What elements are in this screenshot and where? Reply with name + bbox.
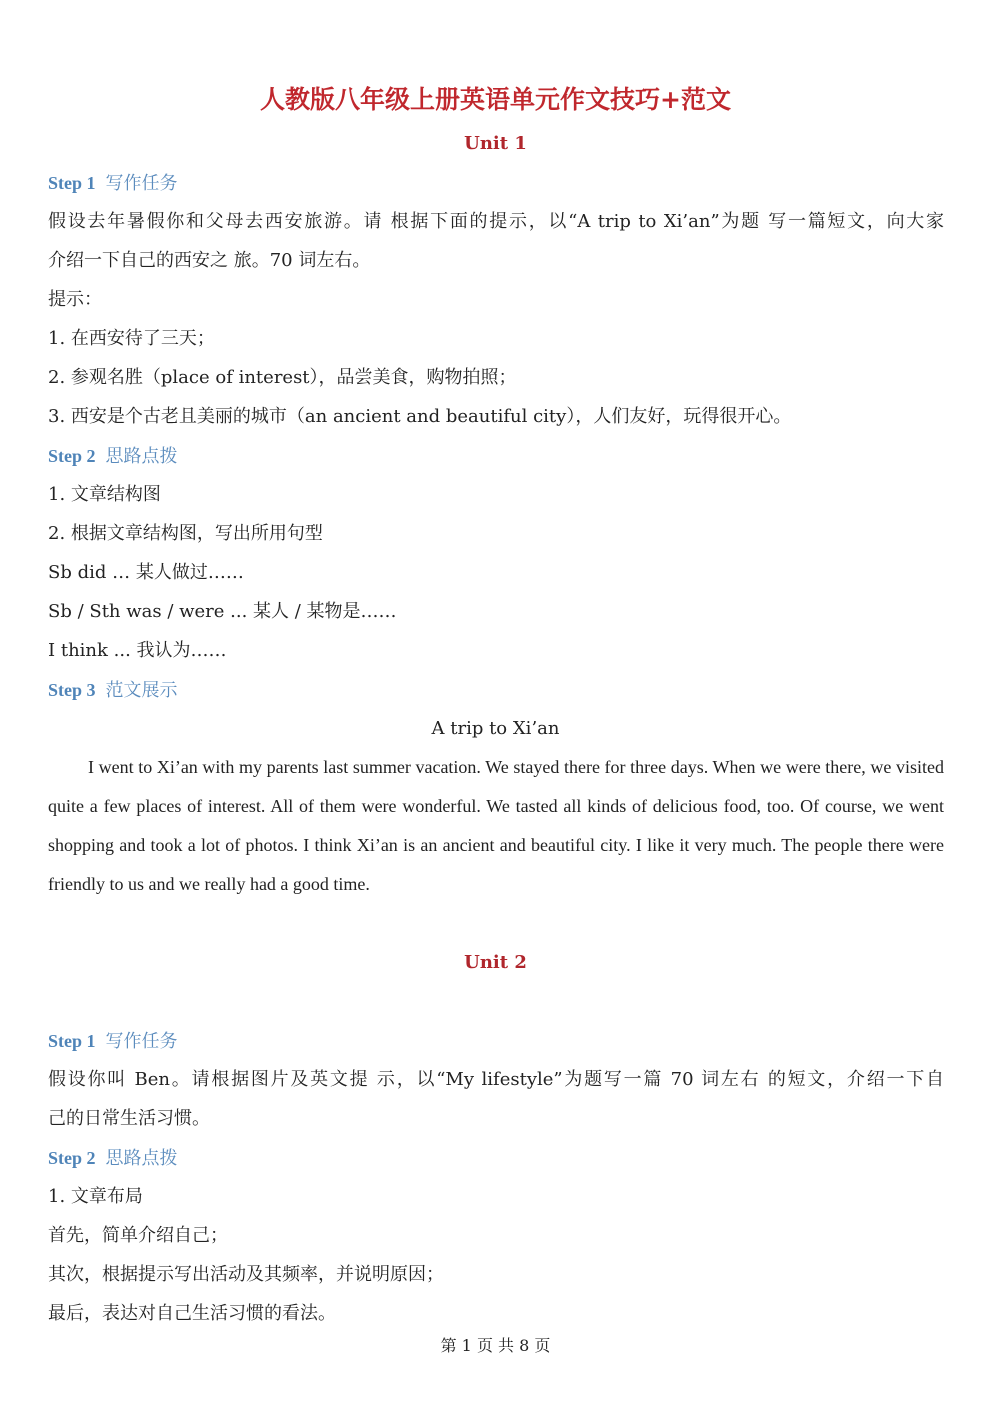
unit2-step2-item: 其次，根据提示写出活动及其频率，并说明原因； <box>48 1264 444 1285</box>
unit1-hint-item: 2. 参观名胜（place of interest），品尝美食，购物拍照； <box>48 367 517 388</box>
step-label: Step 3 <box>48 680 96 700</box>
unit2-task-line: 假设你叫 Ben。请根据图片及英文提 示，以“My lifestyle”为题写一篇 70 词左右 的短文，介绍一下自 <box>48 1069 944 1090</box>
step-label: Step 1 <box>48 1031 96 1051</box>
step-label: Step 1 <box>48 173 96 193</box>
unit1-step2-item: 2. 根据文章结构图，写出所用句型 <box>48 523 323 544</box>
unit2-step2-item: 首先，简单介绍自己； <box>48 1225 228 1246</box>
unit1-task-line: 介绍一下自己的西安之 旅。70 词左右。 <box>48 250 371 271</box>
unit1-step2-item: 1. 文章结构图 <box>48 484 161 505</box>
unit1-step1-heading <box>48 172 944 195</box>
unit2-step2-heading <box>48 1147 944 1170</box>
essay-body: I went to Xi’an with my parents last summer vacation. We stayed there for three days. When we were there, we visited quite a few places of interest. All of them were wonderful. We tasted all kinds of delicious food, too. Of course, we went shopping and took a lot of photos. I think Xi’an is an ancient and beautiful city. I like it very much. The people there were friendly to us and we really had a good time. <box>48 757 944 894</box>
unit2-heading: Unit 2 <box>464 952 527 973</box>
unit2-step2-item: 最后，表达对自己生活习惯的看法。 <box>48 1303 336 1324</box>
unit1-hint-label: 提示： <box>48 289 102 310</box>
step-title: 写作任务 <box>105 1031 178 1052</box>
unit2-task-line: 己的日常生活习惯。 <box>48 1108 210 1129</box>
unit1-heading: Unit 1 <box>464 133 527 154</box>
step-label: Step 2 <box>48 1148 96 1168</box>
unit1-hint-item: 3. 西安是个古老且美丽的城市（an ancient and beautiful city），人们友好，玩得很开心。 <box>48 406 792 427</box>
unit1-sentence-pattern: Sb / Sth was / were ... 某人 / 某物是…… <box>48 601 397 622</box>
unit2-step1-heading <box>48 1030 944 1053</box>
unit2-step2-item: 1. 文章布局 <box>48 1186 143 1207</box>
page-footer: 第 1 页 共 8 页 <box>440 1336 551 1355</box>
unit1-hint-item: 1. 在西安待了三天； <box>48 328 215 349</box>
essay-title: A trip to Xi’an <box>431 718 560 739</box>
step-title: 思路点拨 <box>105 1148 178 1169</box>
step-title: 范文展示 <box>105 680 178 701</box>
unit1-task-line: 假设去年暑假你和父母去西安旅游。请 根据下面的提示，以“A trip to Xi’an”为题 写一篇短文，向大家 <box>48 211 944 232</box>
unit1-sentence-pattern: I think ... 我认为…… <box>48 640 227 661</box>
step-label: Step 2 <box>48 446 96 466</box>
unit1-sentence-pattern: Sb did … 某人做过…… <box>48 562 244 583</box>
unit1-step2-heading <box>48 445 944 468</box>
step-title: 写作任务 <box>105 173 178 194</box>
unit1-step3-heading <box>48 679 944 702</box>
document-title: 人教版八年级上册英语单元作文技巧+范文 <box>260 85 731 114</box>
step-title: 思路点拨 <box>105 446 178 467</box>
